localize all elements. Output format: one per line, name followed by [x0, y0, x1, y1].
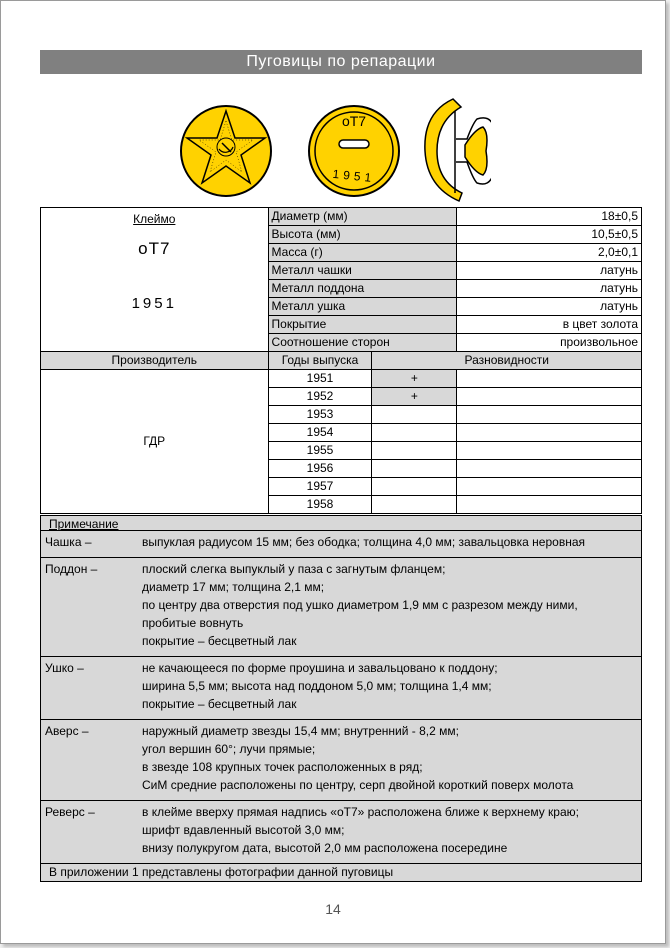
year-cell: 1958 [268, 496, 372, 514]
reverse-mark: оТ7 [341, 113, 367, 129]
stamp-mark: оТ7 [138, 239, 171, 258]
note-label: Реверс – [45, 805, 95, 819]
note-line: выпуклая радиусом 15 мм; без ободка; толщина 4,0 мм; завальцовка неровная [142, 535, 585, 549]
spec-name: Соотношение сторон [268, 334, 457, 352]
note-line: не качающееся по форме проушина и завальцовано к поддону; [142, 661, 498, 675]
spec-value: латунь [457, 298, 642, 316]
variant-cell [457, 424, 642, 442]
variant-cell [457, 406, 642, 424]
spec-name: Покрытие [268, 316, 457, 334]
variants-header: Разновидности [372, 352, 642, 370]
appendix-note: В приложении 1 представлены фотографии данной пуговицы [41, 863, 641, 881]
year-cell: 1955 [268, 442, 372, 460]
variant-cell [372, 478, 457, 496]
year-cell: 1953 [268, 406, 372, 424]
note-line: покрытие – бесцветный лак [142, 697, 297, 711]
note-line: в звезде 108 крупных точек расположенных в ряд; [142, 760, 423, 774]
note-line: покрытие – бесцветный лак [142, 634, 297, 648]
year-cell: 1954 [268, 424, 372, 442]
page-title: Пуговицы по репарации [40, 50, 642, 74]
obverse-button-image [181, 106, 271, 196]
note-line: диаметр 17 мм; толщина 2,1 мм; [142, 580, 325, 594]
spec-name: Металл поддона [268, 280, 457, 298]
variant-cell [372, 406, 457, 424]
spec-name: Металл ушка [268, 298, 457, 316]
year-cell: 1957 [268, 478, 372, 496]
note-label: Чашка – [45, 535, 92, 549]
variant-cell [372, 460, 457, 478]
notes-section [40, 515, 642, 882]
variant-cell [457, 460, 642, 478]
spec-name: Диаметр (мм) [268, 208, 457, 226]
note-label: Поддон – [45, 562, 98, 576]
variant-cell [457, 442, 642, 460]
year-cell: 1952 [268, 388, 372, 406]
note-label: Аверс – [45, 724, 89, 738]
variant-cell [457, 496, 642, 514]
note-line: пробитые вовнуть [142, 616, 244, 630]
notes-heading: Примечание [49, 517, 119, 531]
reverse-year: 1951 [331, 166, 376, 186]
spec-value: 2,0±0,1 [457, 244, 642, 262]
variant-cell [372, 442, 457, 460]
note-line: внизу полукругом дата, высотой 2,0 мм расположена посередине [142, 841, 508, 855]
note-obverse [41, 719, 641, 800]
note-line: ширина 5,5 мм; высота над поддоном 5,0 мм; толщина 1,4 мм; [142, 679, 492, 693]
stamp-year: 1951 [131, 295, 177, 312]
years-header: Годы выпуска [268, 352, 372, 370]
note-line: шрифт вдавленный высотой 3,0 мм; [142, 823, 345, 837]
spec-value: латунь [457, 262, 642, 280]
variant-cell [457, 478, 642, 496]
reverse-button-image [309, 106, 399, 196]
note-line: плоский слегка выпуклый у паза с загнутым фланцем; [142, 562, 446, 576]
side-profile-image [425, 99, 491, 201]
stamp-cell [41, 208, 269, 352]
note-base [41, 557, 641, 656]
spec-value: 10,5±0,5 [457, 226, 642, 244]
spec-name: Металл чашки [268, 262, 457, 280]
note-line: по центру два отверстия под ушко диаметром 1,9 мм с разрезом между ними, [142, 598, 578, 612]
page-number: 14 [325, 901, 341, 917]
stamp-label: Клеймо [133, 212, 176, 226]
specification-table [40, 207, 642, 514]
year-cell: 1951 [268, 370, 372, 388]
note-cup [41, 530, 641, 557]
variant-cell [372, 424, 457, 442]
button-illustrations [171, 89, 491, 209]
variant-cell [372, 496, 457, 514]
year-cell: 1956 [268, 460, 372, 478]
note-line: СиМ средние расположены по центру, серп двойной короткий поверх молота [142, 778, 574, 792]
manufacturer-header: Производитель [41, 352, 269, 370]
note-line: в клейме вверху прямая надпись «оТ7» расположена ближе к верхнему краю; [142, 805, 579, 819]
spec-name: Масса (г) [268, 244, 457, 262]
variant-cell: + [372, 388, 457, 406]
spec-value: 18±0,5 [457, 208, 642, 226]
note-shank [41, 656, 641, 719]
note-line: наружный диаметр звезды 15,4 мм; внутренний - 8,2 мм; [142, 724, 459, 738]
variant-cell [457, 388, 642, 406]
spec-name: Высота (мм) [268, 226, 457, 244]
spec-value: в цвет золота [457, 316, 642, 334]
note-label: Ушко – [45, 661, 84, 675]
note-reverse [41, 800, 641, 863]
variant-cell: + [372, 370, 457, 388]
manufacturer-cell: ГДР [41, 370, 269, 514]
note-line: угол вершин 60°; лучи прямые; [142, 742, 316, 756]
spec-value: латунь [457, 280, 642, 298]
spec-value: произвольное [457, 334, 642, 352]
variant-cell [457, 370, 642, 388]
